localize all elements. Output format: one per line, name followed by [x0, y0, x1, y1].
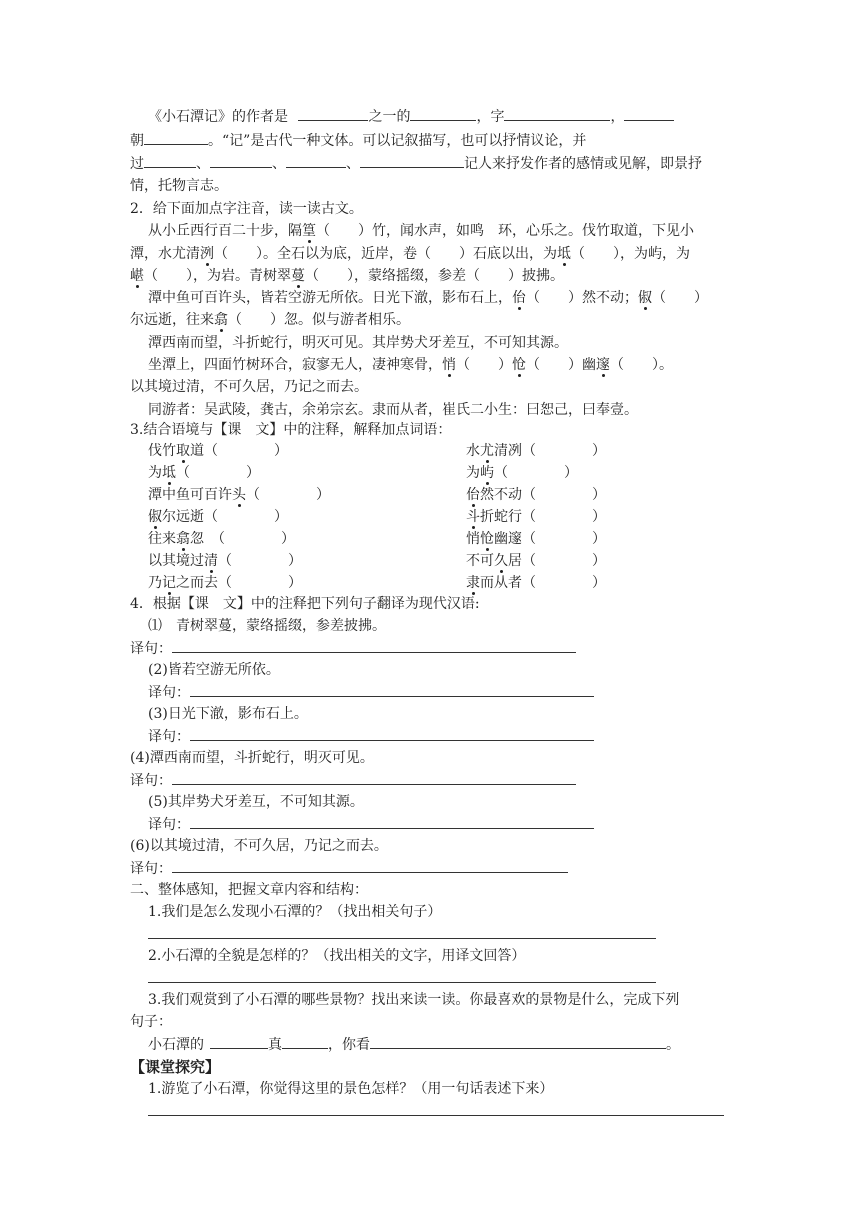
blank[interactable] — [410, 106, 476, 121]
passage-line: 潭，水尤清洌（ ）。全石以为底，近岸，卷（ ）石底以出，为坻（ ），为屿，为 — [130, 246, 690, 262]
vocab-item[interactable]: 为坻（ ） — [148, 465, 260, 481]
blank[interactable] — [370, 1034, 666, 1049]
answer-line[interactable] — [172, 638, 576, 653]
part2-q3: 3.我们观赏到了小石潭的哪些景物？找出来读一读。你最喜欢的景物是什么，完成下列 — [148, 992, 680, 1008]
answer-line[interactable] — [172, 858, 568, 873]
blank[interactable] — [298, 106, 368, 121]
intro-line-4: 情，托物言志。 — [130, 178, 228, 194]
passage-line: 坐潭上，四面竹树环合，寂寥无人，凄神寒骨，悄（ ）怆（ ）幽邃（ ）。 — [148, 357, 673, 373]
blank[interactable] — [360, 153, 464, 168]
passage-line: 从小丘西行百二十步，隔篁（ ）竹，闻水声，如鸣 环，心乐之。伐竹取道，下见小 — [148, 223, 694, 239]
vocab-item[interactable]: 斗折蛇行（ ） — [466, 509, 606, 525]
vocab-item[interactable]: 俶尔远逝（ ） — [148, 509, 288, 525]
vocab-item[interactable]: 悄怆幽邃（ ） — [466, 531, 606, 547]
vocab-item[interactable]: 水尤清冽（ ） — [466, 443, 606, 459]
part2-q1: 1.我们是怎么发现小石潭的？（找出相关句子） — [148, 904, 442, 920]
answer-line[interactable] — [190, 726, 594, 741]
blank[interactable] — [286, 153, 346, 168]
vocab-item[interactable]: 以其境过清（ ） — [148, 553, 302, 569]
translation-row: 译句： — [130, 858, 568, 879]
sentence-4: (4)潭西南而望，斗折蛇行，明灭可见。 — [130, 750, 374, 766]
passage-line: 潭中鱼可百许头，皆若空游无所依。日光下澈，影布石上，佁（ ）然不动；俶（ ） — [148, 290, 708, 306]
part2-heading: 二、整体感知，把握文章内容和结构： — [130, 882, 368, 898]
translation-row: 译句： — [148, 814, 594, 835]
q2-heading: 2．给下面加点字注音，读一读古文。 — [130, 201, 363, 217]
q3-heading: 3.结合语境与【课 文】中的注释，解释加点词语： — [130, 422, 452, 438]
blank[interactable] — [504, 106, 610, 121]
blank[interactable] — [624, 106, 674, 121]
translation-row: 译句： — [130, 638, 576, 659]
intro-line-1: 《小石潭记》的作者是 之一的 ，字 ， — [148, 106, 674, 127]
blank[interactable] — [144, 153, 196, 168]
vocab-item[interactable]: 不可久居（ ） — [466, 553, 606, 569]
sentence-1: ⑴ 青树翠蔓，蒙络摇缀，参差披拂。 — [148, 618, 386, 634]
answer-line[interactable] — [172, 770, 576, 785]
vocab-item[interactable]: 伐竹取道（ ） — [148, 443, 288, 459]
passage-line: 同游者：吴武陵，龚古，余弟宗玄。隶而从者，崔氏二小生：曰恕己，曰奉壹。 — [148, 402, 638, 418]
blank[interactable] — [210, 153, 272, 168]
blank[interactable] — [210, 1034, 268, 1049]
passage-line: 尔远逝，往来翕（ ）忽。似与游者相乐。 — [130, 312, 410, 328]
vocab-item[interactable]: 隶而从者（ ） — [466, 575, 606, 591]
part3-heading: 【课堂探究】 — [130, 1058, 221, 1076]
sentence-6: (6)以其境过清，不可久居，乃记之而去。 — [130, 838, 388, 854]
intro-line-3: 过 、 、 、 记人来抒发作者的感情或见解，即景抒 — [130, 153, 702, 174]
answer-line[interactable] — [190, 682, 594, 697]
part3-q1: 1.游览了小石潭，你觉得这里的景色怎样？（用一句话表述下来） — [148, 1081, 554, 1097]
sentence-5: (5)其岸势犬牙差互，不可知其源。 — [148, 794, 364, 810]
fill-sentence: 小石潭的 真 ，你看 。 — [148, 1034, 680, 1055]
translation-row: 译句： — [130, 770, 576, 791]
blank[interactable] — [144, 130, 208, 145]
passage-line: 以其境过清，不可久居，乃记之而去。 — [130, 379, 368, 395]
answer-line[interactable] — [148, 938, 656, 939]
passage-line: 潭西南而望，斗折蛇行，明灭可见。其岸势犬牙差互，不可知其源。 — [148, 335, 568, 351]
answer-line[interactable] — [148, 982, 656, 983]
part2-q2: 2.小石潭的全貌是怎样的？（找出相关的文字，用译文回答） — [148, 948, 526, 964]
passage-line: 嵁（ ），为岩。青树翠蔓（ ），蒙络摇缀，参差（ ）披拂。 — [130, 268, 564, 284]
vocab-item[interactable]: 乃记之而去（ ） — [148, 575, 302, 591]
sentence-2: (2)皆若空游无所依。 — [148, 662, 280, 678]
sentence-3: (3)日光下澈，影布石上。 — [148, 706, 308, 722]
vocab-item[interactable]: 为屿（ ） — [466, 465, 578, 481]
part2-q3-cont: 句子： — [130, 1014, 172, 1030]
intro-line-2: 朝 。“记”是古代一种文体。可以记叙描写，也可以抒情议论，并 — [130, 130, 586, 151]
vocab-item[interactable]: 佁然不动（ ） — [466, 487, 606, 503]
answer-line[interactable] — [148, 1115, 724, 1116]
translation-row: 译句： — [148, 726, 594, 747]
vocab-item[interactable]: 潭中鱼可百许头（ ） — [148, 487, 330, 503]
blank[interactable] — [282, 1034, 328, 1049]
vocab-item[interactable]: 往来翕忽 （ ） — [148, 531, 295, 547]
q4-heading: 4．根据【课 文】中的注释把下列句子翻译为现代汉语: — [130, 596, 480, 612]
translation-row: 译句： — [148, 682, 594, 703]
answer-line[interactable] — [190, 814, 594, 829]
